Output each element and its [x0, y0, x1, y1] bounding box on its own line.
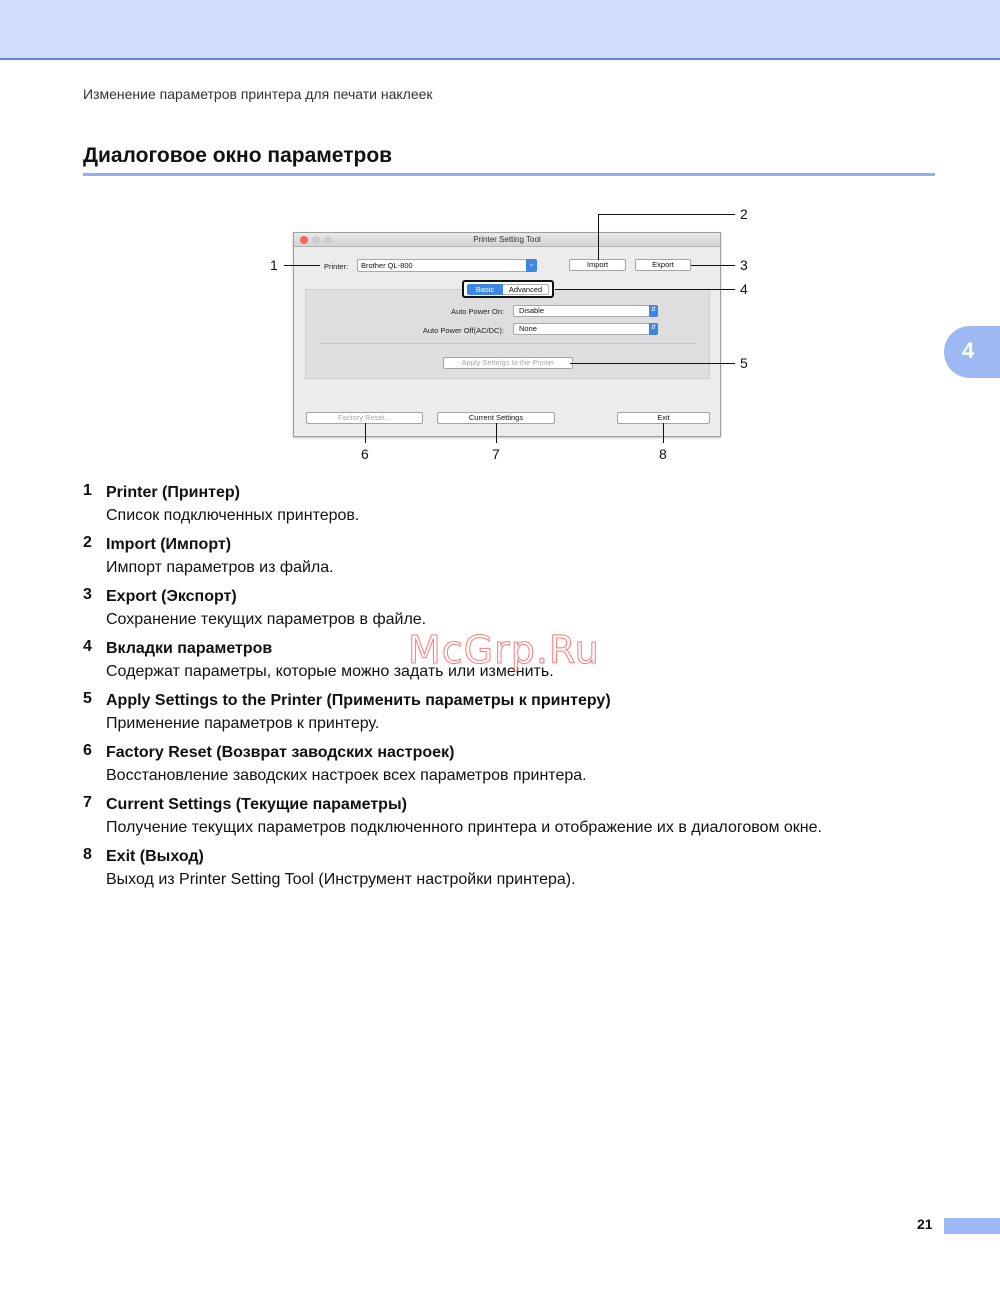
callout-2: 2: [740, 206, 748, 222]
list-item: [83, 690, 963, 736]
callout-5: 5: [740, 355, 748, 371]
printer-select[interactable]: [357, 259, 537, 272]
list-item: [83, 482, 963, 528]
settings-tabs: [462, 280, 554, 298]
item-number: 5: [83, 690, 92, 707]
list-item: [83, 794, 963, 840]
panel-divider: [320, 343, 696, 344]
item-number: 6: [83, 742, 92, 759]
callout-line-6: [365, 423, 366, 443]
item-title: Вкладки параметров: [106, 640, 273, 657]
watermark: McGrp.Ru: [408, 628, 600, 672]
callout-1: 1: [270, 257, 278, 273]
callout-line-8: [663, 423, 664, 443]
callout-8: 8: [659, 446, 667, 462]
callout-line-5: [570, 363, 735, 364]
chapter-number: 4: [962, 338, 975, 363]
footer-band: [944, 1218, 1000, 1234]
item-description: Выход из Printer Setting Tool (Инструмент настройки принтера).: [106, 871, 576, 888]
callout-line-7: [496, 423, 497, 443]
running-header: Изменение параметров принтера для печати наклеек: [83, 86, 433, 102]
chapter-tab: [944, 326, 1000, 378]
dialog-titlebar: [294, 233, 720, 247]
page-number: 21: [917, 1216, 933, 1232]
dialog-title: Printer Setting Tool: [473, 235, 541, 244]
auto-power-on-value: Disable: [519, 306, 545, 315]
item-number: 1: [83, 482, 92, 499]
item-description: Получение текущих параметров подключенного принтера и отображение их в диалоговом окне.: [106, 819, 822, 836]
stepper-arrows-icon: ⇵: [649, 323, 658, 335]
description-list: [83, 482, 963, 898]
chevron-down-icon: ⌄: [526, 259, 537, 272]
item-description: Список подключенных принтеров.: [106, 507, 360, 524]
printer-setting-dialog: [293, 232, 721, 437]
section-title: Диалоговое окно параметров: [83, 144, 393, 167]
item-number: 8: [83, 846, 92, 863]
callout-line-2-vertical: [598, 214, 599, 260]
item-number: 4: [83, 638, 92, 655]
exit-button[interactable]: Exit: [617, 412, 710, 424]
item-title: Import (Импорт): [106, 536, 232, 553]
item-description: Восстановление заводских настроек всех параметров принтера.: [106, 767, 587, 784]
auto-power-off-label: Auto Power Off(AC/DC):: [422, 326, 504, 335]
item-number: 7: [83, 794, 92, 811]
auto-power-off-value: None: [519, 324, 537, 333]
item-description: Содержат параметры, которые можно задать или изменить.: [106, 663, 554, 680]
item-title: Factory Reset (Возврат заводских настроек): [106, 744, 455, 761]
auto-power-on-select[interactable]: [513, 305, 658, 317]
item-title: Export (Экспорт): [106, 588, 237, 605]
item-title: Current Settings (Текущие параметры): [106, 796, 407, 813]
export-button[interactable]: Export: [635, 259, 691, 271]
top-band: [0, 0, 1000, 60]
item-title: Apply Settings to the Printer (Применить параметры к принтеру): [106, 692, 611, 709]
callout-line-1: [284, 265, 320, 266]
callout-line-4: [555, 289, 735, 290]
import-button[interactable]: Import: [569, 259, 626, 271]
callout-6: 6: [361, 446, 369, 462]
item-number: 2: [83, 534, 92, 551]
printer-select-value: Brother QL-800: [361, 261, 413, 270]
tab-advanced[interactable]: Advanced: [503, 284, 549, 295]
current-settings-button[interactable]: Current Settings: [437, 412, 555, 424]
item-title: Exit (Выход): [106, 848, 204, 865]
tab-basic[interactable]: Basic: [467, 284, 503, 295]
callout-4: 4: [740, 281, 748, 297]
list-item: [83, 534, 963, 580]
auto-power-off-select[interactable]: [513, 323, 658, 335]
callout-line-2: [598, 214, 735, 215]
item-description: Применение параметров к принтеру.: [106, 715, 380, 732]
callout-7: 7: [492, 446, 500, 462]
callout-line-3: [691, 265, 735, 266]
item-number: 3: [83, 586, 92, 603]
item-description: Сохранение текущих параметров в файле.: [106, 611, 427, 628]
item-title: Printer (Принтер): [106, 484, 240, 501]
section-rule: [83, 173, 935, 176]
printer-label: Printer:: [324, 262, 349, 271]
apply-settings-button[interactable]: Apply Settings to the Printer: [443, 357, 573, 369]
factory-reset-button[interactable]: Factory Reset...: [306, 412, 423, 424]
item-description: Импорт параметров из файла.: [106, 559, 334, 576]
stepper-arrows-icon: ⇵: [649, 305, 658, 317]
callout-3: 3: [740, 257, 748, 273]
list-item: [83, 742, 963, 788]
auto-power-on-label: Auto Power On:: [451, 307, 504, 316]
list-item: [83, 846, 963, 892]
list-item: [83, 586, 963, 632]
settings-panel: [305, 289, 710, 379]
